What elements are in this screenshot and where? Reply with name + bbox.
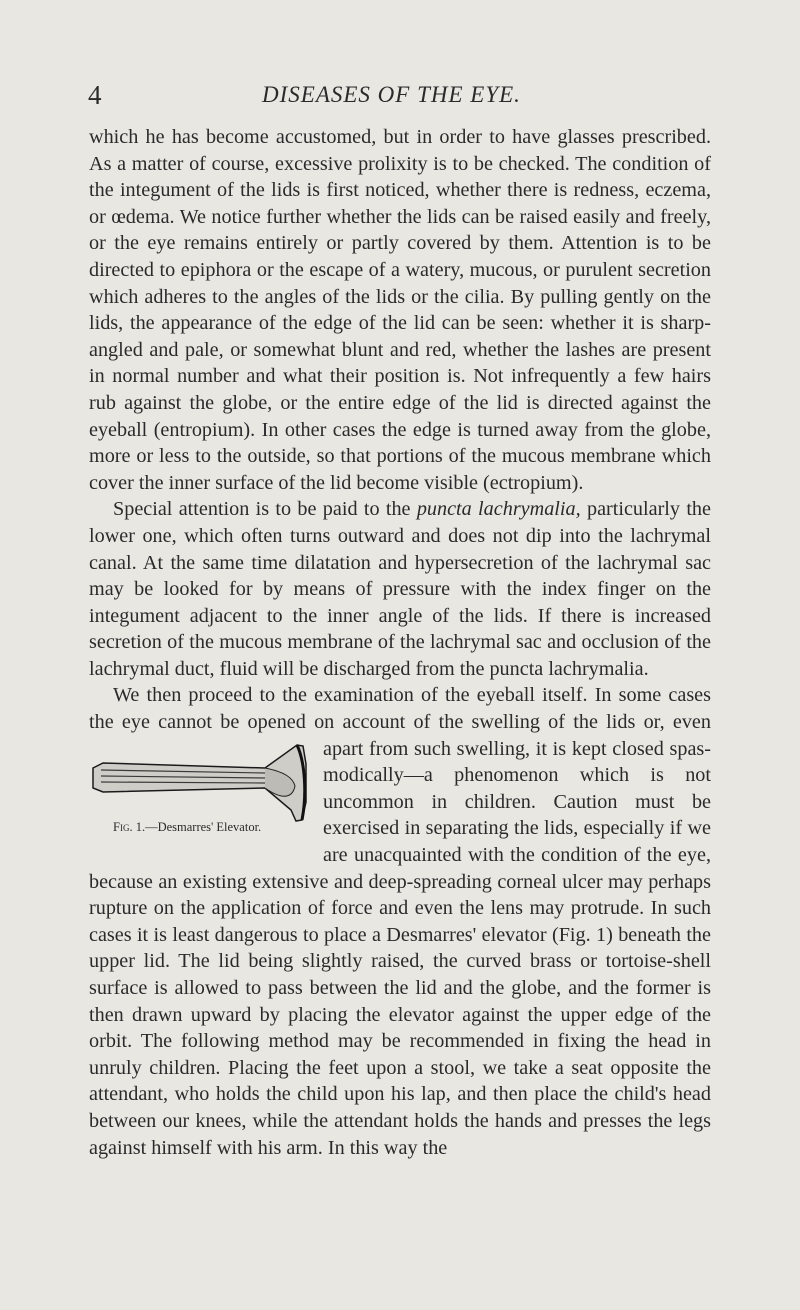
figure-caption — [89, 820, 315, 834]
running-header — [0, 80, 800, 110]
figure-label: Fig. 1. — [113, 819, 146, 834]
paragraph-1: which he has become accustomed, but in order to have glasses prescribed. As a matter of course, excessive prolixity is to be checked. The condition of the integument of the lids is first noticed, whether there is redness, eczema, or œdema. We notice further whether the lids can be raised easily and freely, or the eye remains entirely or partly covered by them. Attention is to be directed to epiphora or the escape of a watery, mucous, or purulent secretion which adheres to the angles of the lids or the cilia. By pulling gently on the lids, the appearance of the edge of the lid can be seen: whether it is sharp-angled and pale, or somewhat blunt and red, whether the lashes are present in normal number and what their position is. Not infrequently a few hairs rub against the globe, or the entire edge of the lid is directed against the eyeball (entropium). In other cases the edge is turned away from the globe, more or less to the outside, so that portions of the mucous membrane which cover the inner surface of the lid become visible (ectropium). — [89, 126, 711, 494]
paragraph-2-rest: particularly the lower one, which often turns outward and does not dip into the lachrymal canal. At the same time dilatation and hypersecretion of the lachrymal sac may be looked for by means of pressure with the index finger on the integument adjacent to the inner angle of the lids. If there is increased secretion of the mucous membrane of the lachrymal sac and occlusion of the lachrymal duct, fluid will be discharged from the puncta lachrymalia. — [89, 498, 711, 680]
puncta-lachrymalia-term: puncta lachrymalia, — [416, 498, 581, 521]
paragraph-2-start: Special attention is to be paid to the — [113, 498, 417, 521]
paragraph-3-start: We then proceed to the examination of the eyeball itself. In some cases the eye cannot be opened on account of the swelling of the lids or, even apart from such swelling, it is kept closed spas- — [89, 684, 711, 760]
figure-caption-text: —Desmarres' Elevator. — [145, 819, 262, 834]
page-number: 4 — [88, 80, 102, 110]
paragraph-2 — [89, 496, 711, 682]
body-text — [89, 124, 711, 1161]
figure-1 — [89, 736, 315, 850]
paragraph-3-rest: modically—a phenomenon which is not uncommon in children. Caution must be exercised in separating the lids, especially if we are unacquainted with the condition of the eye, because an existing extensive and deep-spreading corneal ulcer may perhaps rupture on the application of force and even the lens may protrude. In such cases it is least dangerous to place a Desmarres' elevator (Fig. 1) beneath the upper lid. The lid being slightly raised, the curved brass or tortoise-shell surface is allowed to pass between the lid and the globe, and the former is then drawn upward by placing the elevator against the upper edge of the orbit. The following method may be recommended in fixing the head in unruly children. Placing the feet upon a stool, we take a seat opposite the attendant, who holds the child upon his lap, and then place the child's head between our knees, while the attendant holds the hands and presses the legs against himself with his arm. In this way the — [89, 764, 711, 1159]
desmarres-elevator-illustration — [89, 742, 315, 822]
running-title: DISEASES OF THE EYE. — [262, 82, 521, 107]
paragraph-3 — [89, 682, 711, 1161]
